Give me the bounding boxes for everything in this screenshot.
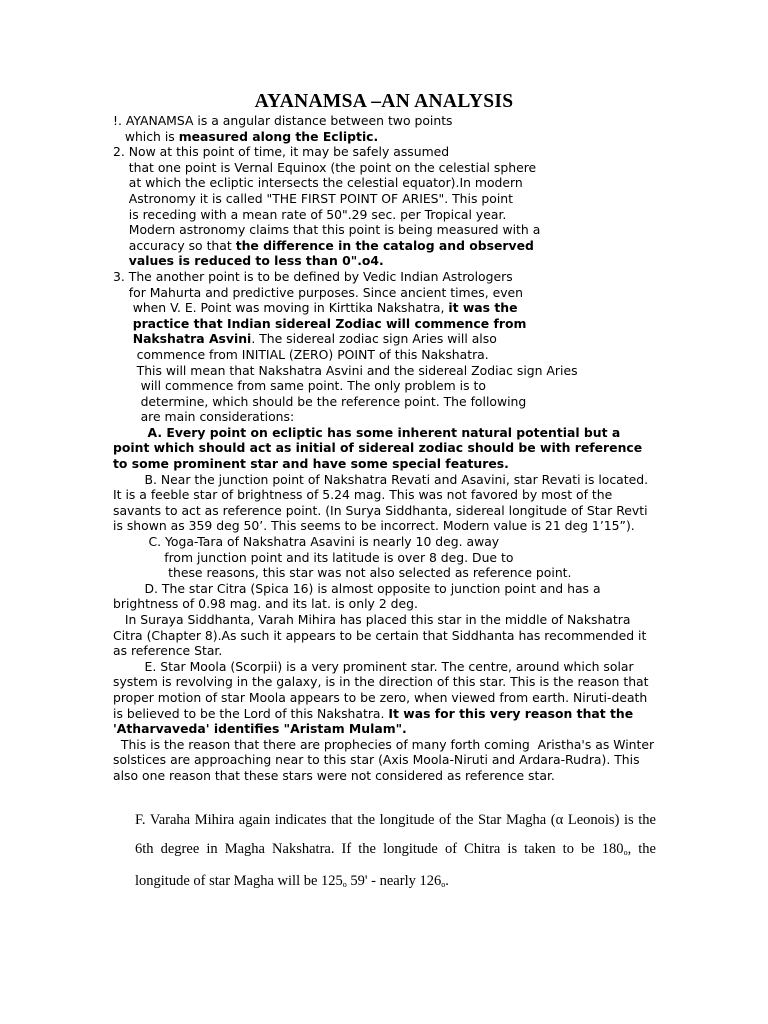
- text-run: [113, 316, 133, 331]
- text-paragraph: [113, 612, 658, 659]
- text-line: [113, 144, 658, 160]
- text-run: Astronomy it is called "THE FIRST POINT OF ARIES". This point: [113, 190, 513, 206]
- text-line: [113, 113, 658, 129]
- text-run: D. The star Citra (Spica 16) is almost opposite to junction point and has a brightness of 0.98 mag. and its lat. is only 2 deg.: [113, 580, 605, 612]
- text-run: This will mean that Nakshatra Asvini and the sidereal Zodiac sign Aries: [113, 362, 578, 378]
- text-line: [113, 565, 658, 581]
- text-line: [113, 378, 658, 394]
- bold-text-run: measured along the Ecliptic.: [178, 128, 379, 144]
- text-line: [113, 269, 658, 285]
- text-line: [113, 409, 658, 425]
- text-run: Modern astronomy claims that this point is being measured with a: [113, 222, 541, 238]
- text-line: [113, 253, 658, 269]
- text-run: This is the reason that there are prophecies of many forth coming Aristha's as Winter solstices are approaching near to this star (Axis Moola-Niruti and Ardara-Rudra). This also one reason that these stars were not considered as reference star.: [113, 736, 659, 783]
- text-run: for Mahurta and predictive purposes. Since ancient times, even: [113, 284, 524, 300]
- paragraph-f-end: .: [445, 873, 449, 889]
- text-run: C. Yoga-Tara of Nakshatra Asavini is nearly 10 deg. away: [113, 534, 500, 550]
- paragraph-f-mid3: 59' - nearly 126: [346, 873, 442, 889]
- text-line: [113, 347, 658, 363]
- text-run: In Suraya Siddhanta, Varah Mihira has placed this star in the middle of Nakshatra Citra (Chapter 8).As such it appears to be certain that Siddhanta has recommended it as reference Star.: [113, 612, 651, 659]
- text-run: from junction point and its latitude is over 8 deg. Due to: [113, 549, 514, 565]
- text-paragraph: [113, 581, 658, 612]
- text-run: these reasons, this star was not also selected as reference point.: [113, 565, 572, 581]
- text-run: at which the ecliptic intersects the celestial equator).In modern: [113, 175, 523, 191]
- text-paragraph: [113, 425, 658, 472]
- text-line: [113, 300, 658, 316]
- text-line: [113, 238, 658, 254]
- text-line: [113, 316, 658, 332]
- bold-text-run: It was for this very reason that the 'Atharvaveda' identifies "Aristam Mulam".: [113, 705, 638, 737]
- text-line: [113, 129, 658, 145]
- bold-text-run: A. Every point on ecliptic has some inherent natural potential but a point which should act as initial of sidereal zodiac should be with reference to some prominent star and have some special features.: [113, 424, 647, 472]
- bold-text-run: practice that Indian sidereal Zodiac will commence from: [132, 315, 527, 331]
- paragraph-f-mid2: , the longitude of star Magha will be 125: [135, 841, 656, 889]
- text-line: [113, 331, 658, 347]
- bold-text-run: the difference in the catalog and observed: [235, 237, 534, 253]
- text-run: which is: [113, 128, 179, 144]
- text-run: 2. Now at this point of time, it may be safely assumed: [113, 144, 450, 160]
- bold-text-run: values is reduced to less than 0".o4.: [128, 253, 384, 269]
- text-line: [113, 550, 658, 566]
- document-title: AYANAMSA –AN ANALYSIS: [254, 91, 514, 112]
- text-run: determine, which should be the reference point. The following: [113, 393, 527, 409]
- text-line: [113, 207, 658, 223]
- degree-mark: o: [441, 880, 446, 889]
- text-line: [113, 363, 658, 379]
- text-line: [113, 175, 658, 191]
- text-run: [113, 331, 133, 346]
- degree-mark: o: [623, 848, 628, 857]
- text-line: [113, 160, 658, 176]
- text-run: is receding with a mean rate of 50".29 sec. per Tropical year.: [113, 206, 507, 222]
- text-line: [113, 222, 658, 238]
- degree-mark: o: [342, 880, 347, 889]
- text-paragraph: [113, 659, 658, 737]
- text-run: are main considerations:: [113, 409, 295, 425]
- text-run: commence from INITIAL (ZERO) POINT of this Nakshatra.: [113, 346, 489, 362]
- text-run: accuracy so that: [113, 237, 236, 253]
- text-run: that one point is Vernal Equinox (the point on the celestial sphere: [113, 159, 537, 175]
- text-run: 3. The another point is to be defined by Vedic Indian Astrologers: [113, 268, 513, 284]
- bold-text-run: it was the: [448, 300, 518, 316]
- text-run: . The sidereal zodiac sign Aries will also: [251, 331, 497, 347]
- alpha-symbol: α: [555, 812, 564, 828]
- text-paragraph: [113, 737, 658, 784]
- text-line: [113, 394, 658, 410]
- paragraph-f: [135, 806, 656, 899]
- text-run: !. AYANAMSA is a angular distance between two points: [113, 113, 453, 128]
- text-run: E. Star Moola (Scorpii) is a very prominent star. The centre, around which solar system is revolving in the galaxy, is in the direction of this star. This is the reason that proper motion of star Moola appears to be zero, when viewed from earth. Niruti-death is believed to be the Lord of this Nakshatra.: [113, 658, 653, 721]
- document-body: [113, 113, 658, 784]
- paragraph-f-mid: Leonois) is the 6th degree in Magha Nakshatra. If the longitude of Chitra is taken to be 180: [135, 812, 656, 857]
- text-line: [113, 285, 658, 301]
- text-run: when V. E. Point was moving in Kirttika Nakshatra,: [113, 300, 449, 316]
- text-paragraph: [113, 472, 658, 534]
- paragraph-f-lead: F. Varaha Mihira again indicates that the longitude of the Star Magha (: [135, 812, 556, 828]
- text-line: [113, 191, 658, 207]
- text-run: will commence from same point. The only problem is to: [113, 378, 486, 394]
- text-line: [113, 534, 658, 550]
- text-run: [113, 253, 129, 268]
- text-run: B. Near the junction point of Nakshatra Revati and Asavini, star Revati is located. It is a feeble star of brightness of 5.24 mag. This was not favored by most of the savants to act as reference point. (In Surya Siddhanta, sidereal longitude of Star Revti is shown as 359 deg 50’. This seems to be incorrect. Modern value is 21 deg 1’15”).: [113, 471, 653, 534]
- bold-text-run: Nakshatra Asvini: [132, 331, 252, 347]
